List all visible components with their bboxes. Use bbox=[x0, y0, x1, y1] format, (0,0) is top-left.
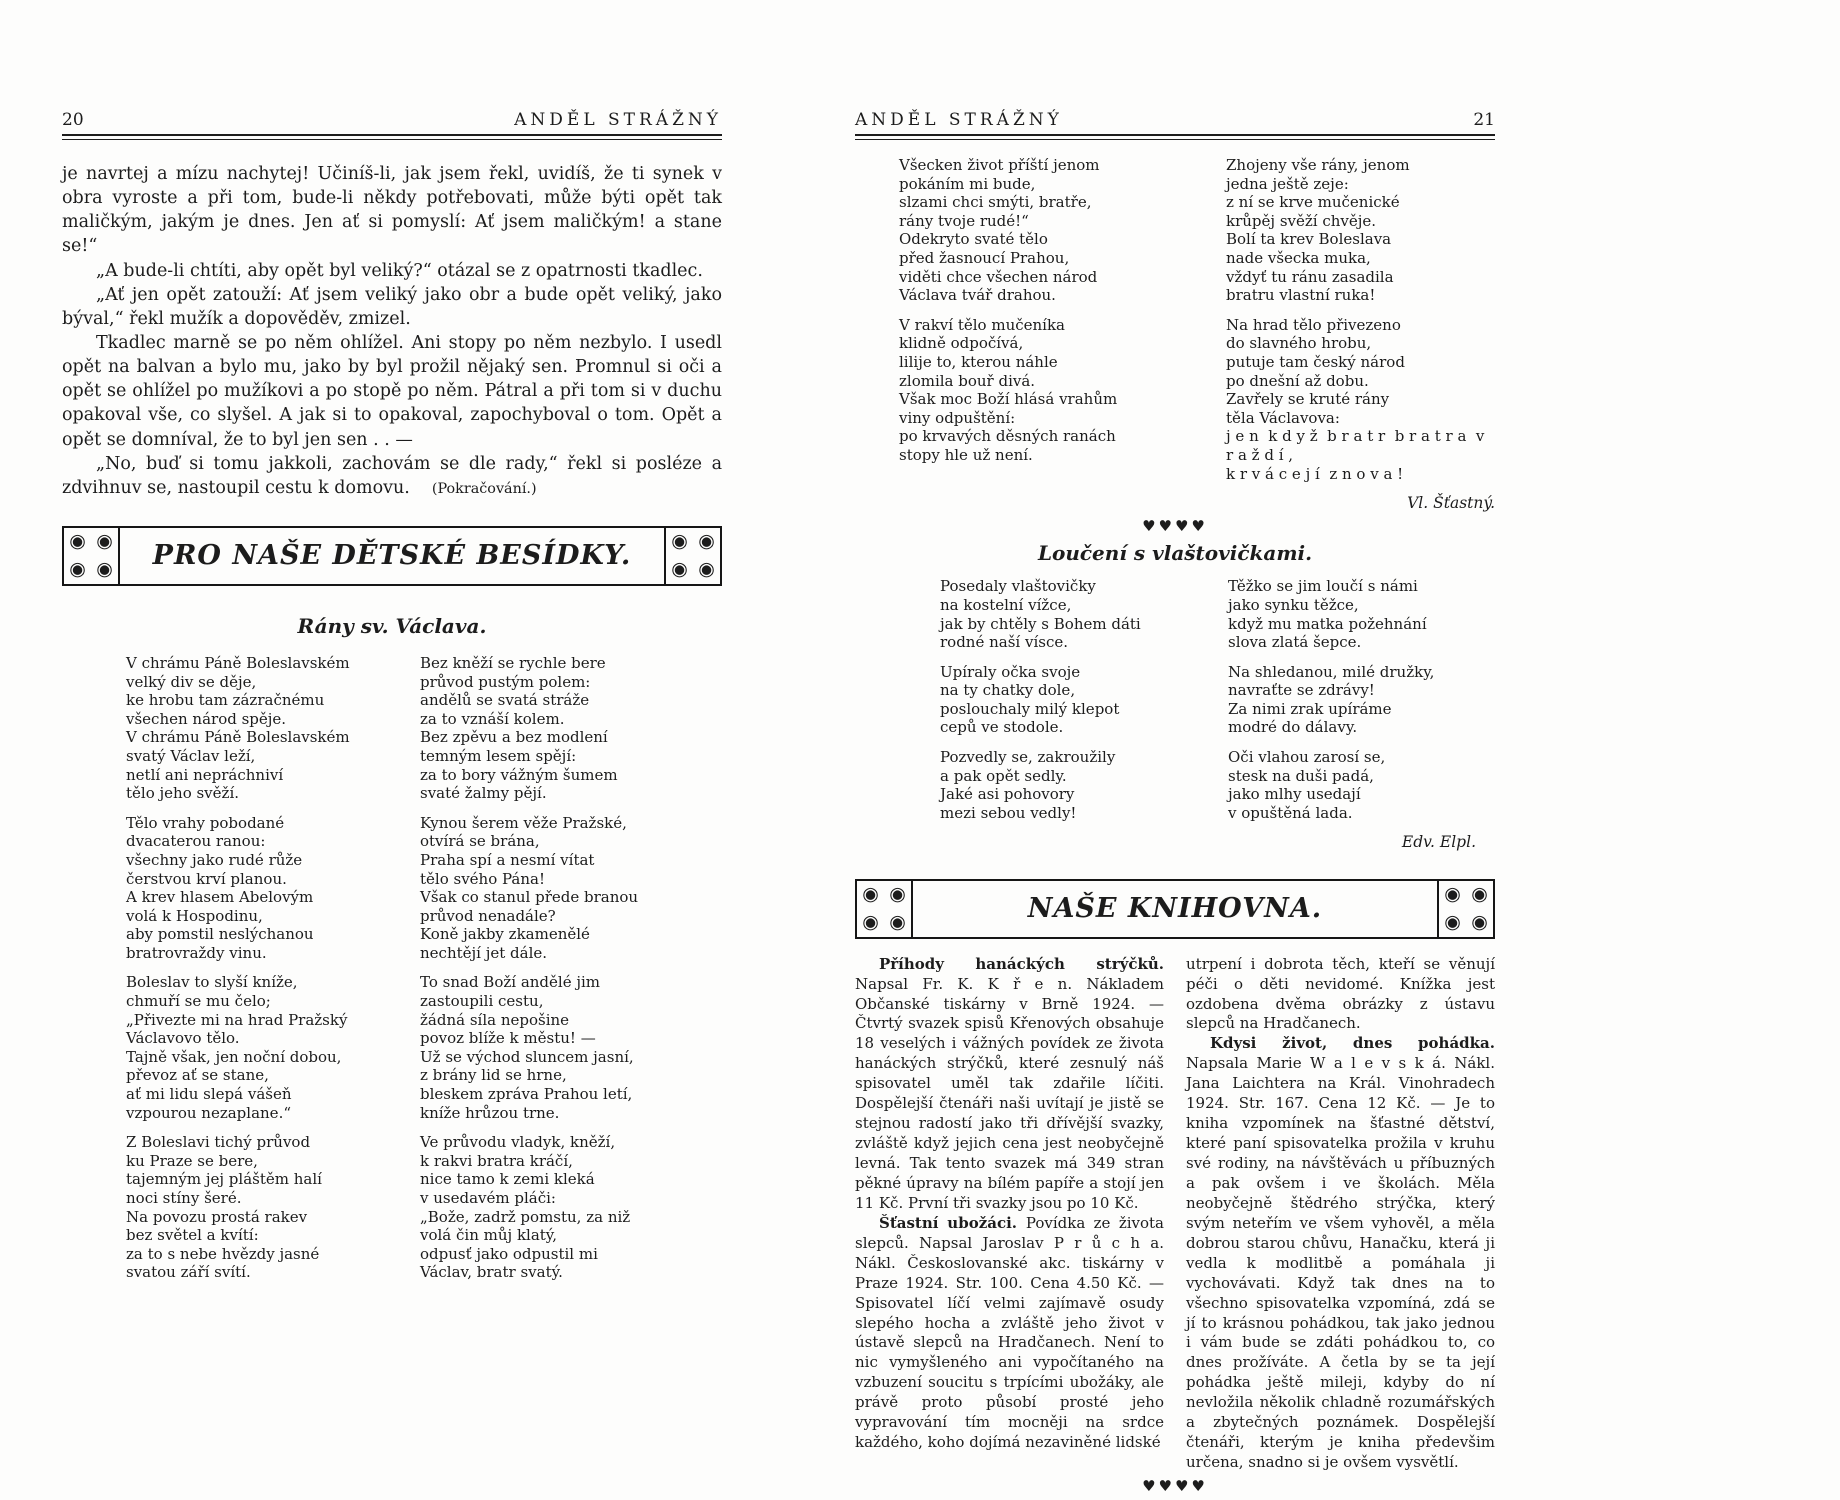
poem-continuation-columns bbox=[855, 156, 1495, 513]
paragraph: Tkadlec marně se po něm ohlížel. Ani stopy po něm nezbylo. I usedl opět na balvan a bylo mu, jako by byl prožil nějaký sen. Promnul si oči a opět se ohlížel po mužíkovi a po stopě po něm. Pátral a při tom si v duchu opakoval vše, co slyšel. A jak si to opakoval, zapochyboval o tom. Opět a opět se domníval, že to byl jen sen . . — bbox=[62, 332, 722, 450]
ornament-block bbox=[64, 528, 120, 584]
page-20 bbox=[62, 0, 722, 1500]
rosette-icon: ◉ bbox=[96, 558, 113, 581]
poem-author: Edv. Elpl. bbox=[1401, 833, 1476, 852]
review-column-right bbox=[1186, 955, 1495, 1473]
rosette-icon: ◉ bbox=[671, 530, 688, 553]
poem-stanza: To snad Boží andělé jim zastoupili cestu, žádná síla nepošine povoz blíže k městu! — Už se východ sluncem jasní, z brány lid se hrne, bleskem zpráva Prahou letí, kníže hrůzou trne. bbox=[420, 973, 634, 1122]
rosette-icon: ◉ bbox=[1471, 911, 1488, 934]
page-header-left bbox=[62, 110, 722, 130]
poem-column-left bbox=[940, 577, 1188, 852]
paragraph: Příhody hanáckých strýčků. Napsal Fr. K. K ř e n. Nákladem Občanské tiskárny v Brně 1924. — Čtvrtý svazek spisů Křenových obsahuje 18 veselých i vážných povídek ze života hanáckých strýčků, které zesnulý náš spisovatel uměl tak zdařile líčiti. Dospělejší čtenáři naši uvítají je jistě se stejnou radostí jako tři dřívější svazky, zvláště když jejich cena jest neobyčejně levná. Tak tento svazek má 349 stran pěkné úpravy na bílém papíře a stojí jen 11 Kč. První tři svazky jsou po 10 Kč. bbox=[855, 954, 1164, 1212]
section-banner-besidky bbox=[62, 526, 722, 586]
review-column-left bbox=[855, 955, 1164, 1473]
rosette-icon: ◉ bbox=[96, 530, 113, 553]
poem-stanza: Upíraly očka svoje na ty chatky dole, poslouchaly milý klepot cepů ve stodole. bbox=[940, 662, 1120, 737]
paragraph: utrpení i dobrota těch, kteří se věnují péči o děti nevidomé. Knížka jest ozdobena dvěma obrázky z ústavu slepců na Hradčanech. bbox=[1186, 954, 1495, 1033]
story-text bbox=[62, 162, 722, 500]
poem-stanza: V rakví tělo mučeníka klidně odpočívá, lilije to, kterou náhle zlomila bouř divá. Však moc Boží hlásá vrahům viny odpuštění: po krvavých děsných ranách stopy hle už není. bbox=[899, 315, 1118, 464]
poem-stanzas bbox=[1226, 156, 1495, 483]
page-number: 21 bbox=[1473, 110, 1495, 130]
poem-stanza: Kynou šerem věže Pražské, otvírá se brána, Praha spí a nesmí vítat tělo svého Pána! Však co stanul přede branou průvod nenadále? Koně jakby zkamenělé nechtějí jet dále. bbox=[420, 813, 639, 962]
paragraph-lead: Příhody hanáckých strýčků. bbox=[879, 954, 1164, 973]
poem-column-left bbox=[126, 654, 388, 1293]
rosette-icon: ◉ bbox=[862, 883, 879, 906]
paragraph-lead: Šťastní ubožáci. bbox=[879, 1213, 1026, 1232]
poem-stanza: Na shledanou, milé družky, navraťte se zdrávy! Za nimi zrak upíráme modré do dálavy. bbox=[1228, 662, 1435, 737]
poem-stanza: Oči vlahou zarosí se, stesk na duši padá, jako mlhy usedají v opuštěná lada. bbox=[1228, 748, 1386, 822]
paragraph: Šťastní ubožáci. Povídka ze života slepců. Napsal Jaroslav P r ů c h a. Nákl. Českoslovanské akc. tiskárny v Praze 1924. Str. 100. Cena 4.50 Kč. — Spisovatel líčí velmi zajímavě osudy slepého hocha a zvláště jeho život v ústavě slepců na Hradčanech. Není to nic vymyšleného ani vypočítaného na vzbuzení soucitu s trpícími ubožáky, ale právě proto působí prosté jeho vypravování tím mocněji na srdce každého, koho dojímá nezaviněné lidské bbox=[855, 1213, 1164, 1452]
banner-title: PRO NAŠE DĚTSKÉ BESÍDKY. bbox=[152, 540, 632, 572]
page-header-right bbox=[855, 110, 1495, 130]
header-rule bbox=[855, 134, 1495, 140]
poem-stanza: Pozvedly se, zakroužily a pak opět sedly. Jaké asi pohovory mezi sebou vedly! bbox=[940, 748, 1116, 822]
section-banner-knihovna bbox=[855, 879, 1495, 939]
poem-stanza: V chrámu Páně Boleslavském velký div se děje, ke hrobu tam zázračnému všechen národ spěje. V chrámu Páně Boleslavském svatý Václav leží, netlí ani nepráchniví tělo jeho svěží. bbox=[126, 653, 350, 803]
poem-stanza: Všecken život příští jenom pokáním mi bude, slzami chci smýti, bratře, rány tvoje rudé!“ Odekryto svaté tělo před žasnoucí Prahou, viděti chce všechen národ Václava tvář drahou. bbox=[899, 156, 1100, 305]
rosette-icon: ◉ bbox=[1471, 883, 1488, 906]
rosette-icon: ◉ bbox=[671, 558, 688, 581]
poem-author: Vl. Šťastný. bbox=[1407, 494, 1495, 513]
hearts-ornament-icon: ♥♥♥♥ bbox=[1142, 517, 1208, 536]
poem-column-right bbox=[1228, 577, 1476, 852]
page-21 bbox=[855, 0, 1495, 1500]
poem2-title: Loučení s vlaštovičkami. bbox=[1037, 541, 1313, 566]
poem-column-right bbox=[420, 654, 682, 1293]
ornament-block bbox=[857, 881, 913, 937]
rosette-icon: ◉ bbox=[1444, 911, 1461, 934]
rosette-icon: ◉ bbox=[862, 911, 879, 934]
paragraph-lead: Kdysi život, dnes pohádka. bbox=[1210, 1034, 1495, 1053]
rosette-icon: ◉ bbox=[1444, 883, 1461, 906]
poem-stanza: Posedaly vlaštovičky na kostelní vížce, jak by chtěly s Bohem dáti rodné naší vísce. bbox=[940, 577, 1141, 652]
poem-column-right bbox=[1226, 156, 1495, 513]
poem-column-left bbox=[899, 156, 1168, 513]
rosette-icon: ◉ bbox=[69, 558, 86, 581]
ornament-block bbox=[664, 528, 720, 584]
rosette-icon: ◉ bbox=[889, 911, 906, 934]
poem-title: Rány sv. Václava. bbox=[297, 613, 487, 638]
poem-stanza: Na hrad tělo přivezeno do slavného hrobu, putuje tam český národ po dnešní až dobu. Zavřely se kruté rány těla Václavova: j e n k d y ž b r a t r b r a t r a v r a ž d í , k r v á c e j í z n o v a ! bbox=[1226, 315, 1490, 483]
banner-title: NAŠE KNIHOVNA. bbox=[1027, 893, 1323, 925]
poem-stanza: Těžko se jim loučí s námi jako synku těžce, když mu matka požehnání slova zlatá šepce. bbox=[1228, 577, 1427, 652]
poem-stanzas bbox=[1228, 577, 1476, 822]
paragraph: „No, buď si tomu jakkoli, zachovám se dle rady,“ řekl si posléze a zdvihnuv se, nastoupil cestu k domovu. (Pokračování.) bbox=[62, 453, 722, 498]
page-number: 20 bbox=[62, 110, 84, 130]
poem-stanza: Ve průvodu vladyk, kněží, k rakvi bratra kráčí, nice tamo k zemi kleká v usedavém pláči: „Bože, zadrž pomstu, za niž volá čin můj klatý, odpusť jako odpustil mi Václav, bratr svatý. bbox=[420, 1133, 631, 1282]
header-title: ANDĚL STRÁŽNÝ bbox=[514, 110, 722, 130]
paragraph: Kdysi život, dnes pohádka. Napsala Marie W a l e v s k á. Nákl. Jana Laichtera na Král. Vinohradech 1924. Str. 167. Cena 12 Kč. — Je to kniha vzpomínek na šťastné dětství, které paní spisovatelka prožila v kruhu své rodiny, na návštěvách u příbuzných a pak ovšem i ve školách. Měla neobyčejně štědrého strýčka, který svým neteřím ve všem vyhověl, a měla dobrou starou chůvu, Hanačku, která ji vedla k modlitbě a pomáhala ji vychovávati. Když tak dnes na to všechno spisovatelka vzpomíná, zdá se jí to krásnou pohádkou, tak jako jednou i vám bude se zdáti pohádkou to, co dnes prožíváte. A četla by se ta její pohádka ještě mileji, kdyby do ní nevložila několik chladně rozumářských a zbytečných poznámek. Dospělejší čtenáři, kterým je kniha předevšim určena, snadno si je ovšem vysvětlí. bbox=[1186, 1034, 1495, 1472]
rosette-icon: ◉ bbox=[889, 883, 906, 906]
poem2-columns bbox=[855, 577, 1495, 852]
rosette-icon: ◉ bbox=[698, 530, 715, 553]
rosette-icon: ◉ bbox=[698, 558, 715, 581]
book-reviews bbox=[855, 955, 1495, 1473]
continuation-note: (Pokračování.) bbox=[431, 480, 537, 497]
poem-stanza: Zhojeny vše rány, jenom jedna ještě zeje: z ní se krve mučenické krůpěj svěží chvěje. Bolí ta krev Boleslava nade všecka muka, vždyť tu ránu zasadila bratru vlastní ruka! bbox=[1226, 156, 1410, 305]
paragraph: je navrtej a mízu nachytej! Učiníš-li, jak jsem řekl, uvidíš, že ti synek v obra vyroste a při tom, bude-li někdy potřebovati, může býti opět tak maličkým, jakým je dnes. Jen ať si pomyslí: Ať jsem maličkým! a stane se!“ bbox=[62, 164, 722, 257]
paragraph: „Ať jen opět zatouží: Ať jsem veliký jako obr a bude opět veliký, jako býval,“ řekl mužík a dopověděv, zmizel. bbox=[62, 284, 722, 329]
poem-stanza: Z Boleslavi tichý průvod ku Praze se bere, tajemným jej pláštěm halí noci stíny šeré. Na povozu prostá rakev bez světel a kvítí: za to s nebe hvězdy jasné svatou září svítí. bbox=[126, 1133, 322, 1282]
poem-columns bbox=[62, 654, 722, 1293]
ornament-block bbox=[1437, 881, 1493, 937]
poem-stanza: Boleslav to slyší kníže, chmuří se mu čelo; „Přivezte mi na hrad Pražský Václavovo tělo. Tajně však, jen noční dobou, převoz ať se stane, ať mi lidu slepá vášeň vzpourou nezaplane.“ bbox=[126, 973, 348, 1122]
paragraph: „A bude-li chtíti, aby opět byl veliký?“ otázal se z opatrnosti tkadlec. bbox=[96, 260, 703, 281]
header-rule bbox=[62, 134, 722, 140]
hearts-ornament-icon: ♥♥♥♥ bbox=[1142, 1477, 1208, 1496]
header-title: ANDĚL STRÁŽNÝ bbox=[855, 110, 1063, 130]
poem-stanza: Tělo vrahy pobodané dvacaterou ranou: všechny jako rudé růže čerstvou krví planou. A krev hlasem Abelovým volá k Hospodinu, aby pomstil neslýchanou bratrovraždy vinu. bbox=[126, 813, 314, 962]
rosette-icon: ◉ bbox=[69, 530, 86, 553]
poem-stanza: Bez kněží se rychle bere průvod pustým polem: andělů se svatá stráže za to vznáší kolem. Bez zpěvu a bez modlení temným lesem spějí: za to bory vážným šumem svaté žalmy pějí. bbox=[420, 653, 618, 803]
